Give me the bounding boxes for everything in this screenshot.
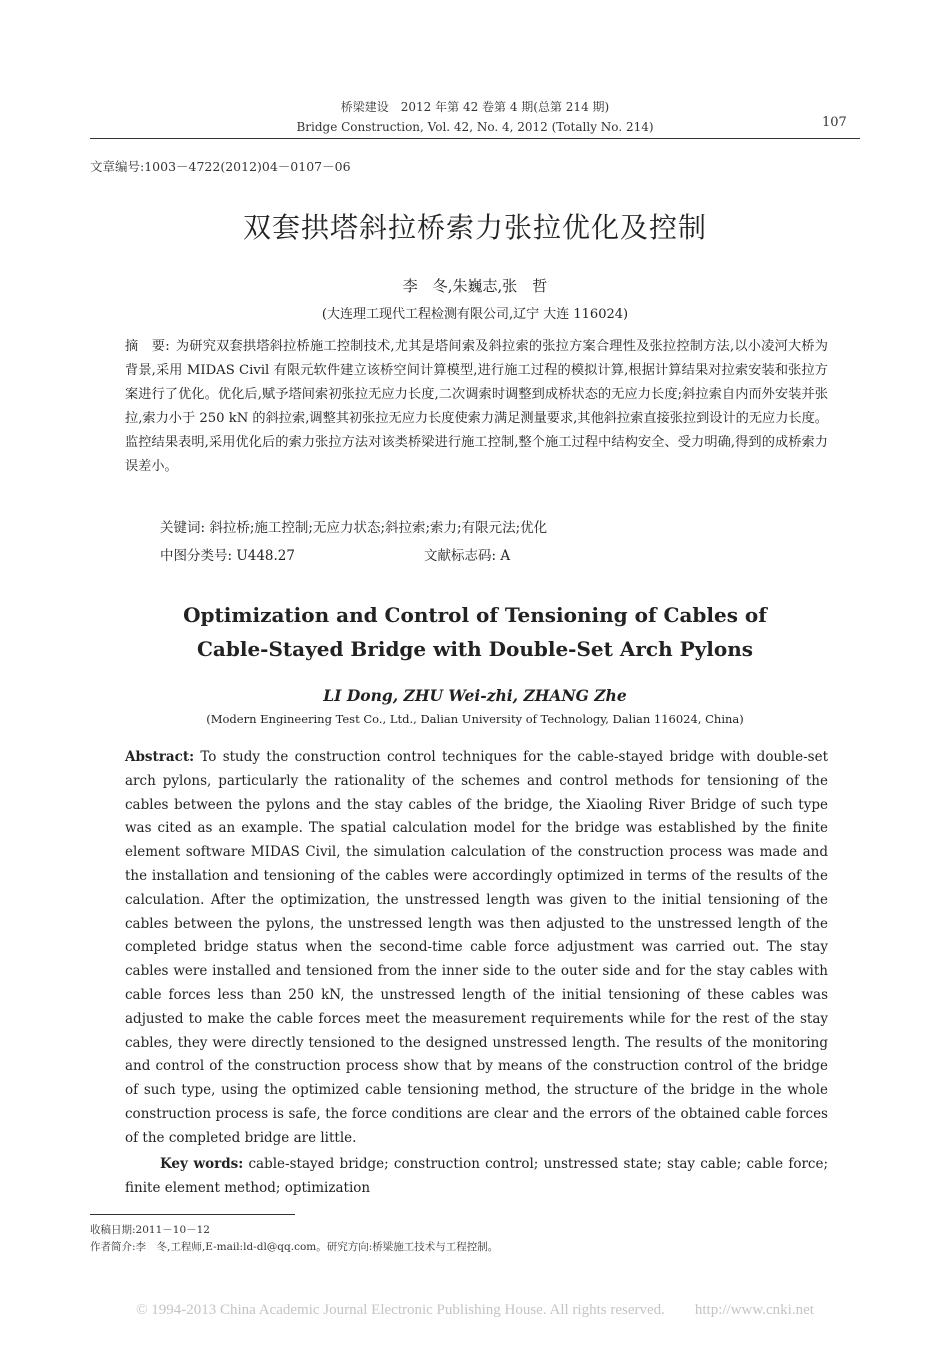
title-en <box>90 598 860 666</box>
keywords-cn-text: 斜拉桥;施工控制;无应力状态;斜拉索;索力;有限元法;优化 <box>209 520 548 536</box>
abstract-cn-text: 为研究双套拱塔斜拉桥施工控制技术,尤其是塔间索及斜拉索的张拉方案合理性及张拉控制方法,以小凌河大桥为背景,采用 MIDAS Civil 有限元软件建立该桥空间计算模型,进行施工过程的模拟计算,根据计算结果对拉索安装和张拉方案进行了优化。优化后,赋予塔间索初张拉无应力长度,二次调索时调整到成桥状态的无应力长度;斜拉索自内而外安装并张拉,索力小于 250 kN 的斜拉索,调整其初张拉无应力长度使索力满足测量要求,其他斜拉索直接张拉到设计的无应力长度。监控结果表明,采用优化后的索力张拉方法对该类桥梁进行施工控制,整个施工过程中结构安全、受力明确,得到的成桥索力误差小。 <box>125 339 828 474</box>
keywords-en-text: cable-stayed bridge; construction control; unstressed state; stay cable; cable force; finite element method; optimization <box>125 1156 828 1196</box>
keywords-cn <box>160 516 547 536</box>
document-code-cn-value: A <box>500 548 511 564</box>
abstract-cn <box>125 335 828 479</box>
affiliation-en: (Modern Engineering Test Co., Ltd., Dalian University of Technology, Dalian 116024, China) <box>206 712 744 726</box>
title-cn: 双套拱塔斜拉桥索力张拉优化及控制 <box>242 211 707 244</box>
classification-cn-label: 中图分类号: <box>160 548 233 564</box>
title-en-line1: Optimization and Control of Tensioning of Cables of <box>183 603 767 627</box>
classification-cn <box>160 544 295 564</box>
footnote-divider <box>90 1214 295 1215</box>
journal-header <box>240 97 710 137</box>
document-code-cn-label: 文献标志码: <box>424 548 497 564</box>
header-divider <box>90 138 860 139</box>
keywords-en <box>125 1152 828 1200</box>
document-code-cn <box>424 544 510 564</box>
classification-cn-value: U448.27 <box>236 548 295 564</box>
received-date: 收稿日期:2011－10－12 <box>90 1224 210 1236</box>
journal-header-cn: 桥梁建设 2012 年第 42 卷第 4 期(总第 214 期) <box>340 100 610 114</box>
title-en-line2: Cable-Stayed Bridge with Double-Set Arch Pylons <box>196 637 753 661</box>
author-bio: 作者简介:李 冬,工程师,E-mail:ld-dl@qq.com。研究方向:桥梁施工技术与工程控制。 <box>90 1241 499 1253</box>
keywords-en-label: Key words: <box>160 1156 244 1172</box>
affiliation-cn: (大连理工现代工程检测有限公司,辽宁 大连 116024) <box>321 307 629 322</box>
page-number: 107 <box>822 115 847 130</box>
abstract-en-label: Abstract: <box>125 749 195 765</box>
keywords-cn-label: 关键词: <box>160 520 206 536</box>
article-number: 文章编号:1003－4722(2012)04－0107－06 <box>90 159 351 174</box>
abstract-cn-label: 摘 要: <box>125 339 170 354</box>
footnotes <box>90 1222 498 1256</box>
copyright-watermark: © 1994-2013 China Academic Journal Electronic Publishing House. All rights reserved. http://www.cnki.net <box>136 1302 814 1318</box>
authors-en: LI Dong, ZHU Wei-zhi, ZHANG Zhe <box>323 686 627 705</box>
abstract-en <box>125 746 828 1151</box>
journal-header-en: Bridge Construction, Vol. 42, No. 4, 2012 (Totally No. 214) <box>296 120 654 134</box>
abstract-en-text: To study the construction control techniques for the cable-stayed bridge with double-set arch pylons, particularly the rationality of the schemes and control methods for tensioning of the cables between the pylons and the stay cables of the bridge, the Xiaoling River Bridge of such type was cited as an example. The spatial calculation model for the bridge was established by the finite element software MIDAS Civil, the simulation calculation of the construction process was made and the installation and tensioning of the cables were accordingly optimized in terms of the results of the calculation. After the optimization, the unstressed length was given to the initial tensioning of the cables between the pylons, the unstressed length was then adjusted to the unstressed length of the completed bridge status when the second-time cable force adjustment was carried out. The stay cables were installed and tensioned from the inner side to the outer side and for the stay cables with cable forces less than 250 kN, the unstressed length of the initial tensioning of these cables was adjusted to make the cable forces meet the measurement requirements while for the rest of the stay cables, they were directly tensioned to the designed unstressed length. The results of the monitoring and control of the construction process show that by means of the construction control of the bridge of such type, using the optimized cable tensioning method, the structure of the bridge in the whole construction process is safe, the force conditions are clear and the errors of the obtained cable forces of the completed bridge are little. <box>125 749 828 1146</box>
authors-cn: 李 冬,朱巍志,张 哲 <box>402 277 548 295</box>
